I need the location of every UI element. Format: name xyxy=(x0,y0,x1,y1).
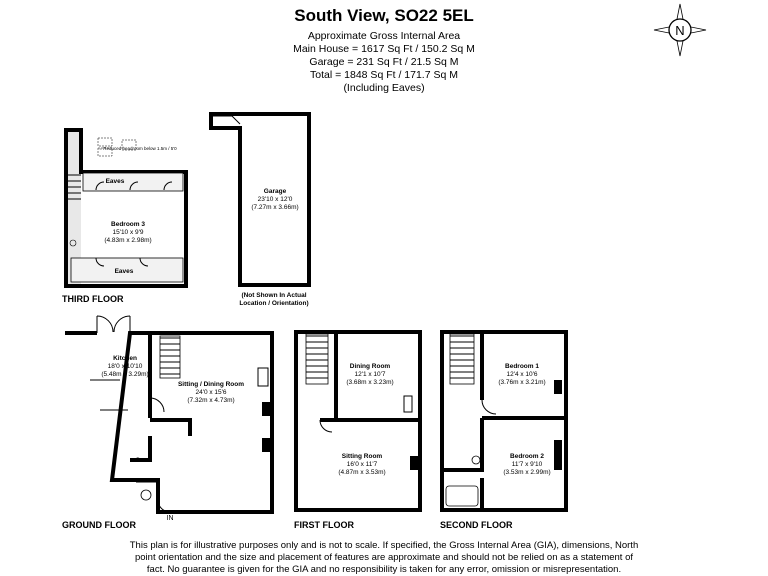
second-floor-plan xyxy=(442,332,566,510)
dining-room-imperial: 12'1 x 10'7 xyxy=(354,371,386,378)
eaves-top-label: Eaves xyxy=(105,178,125,185)
garage-note-2: Location / Orientation) xyxy=(239,300,309,307)
ground-floor-plan xyxy=(65,316,272,522)
reduced-headroom-note: = Reduced headroom below 1.5m / 5'0 xyxy=(99,146,177,151)
sitting-room-metric: (4.87m x 3.53m) xyxy=(338,469,386,476)
kitchen-name: Kitchen xyxy=(113,355,137,362)
garage-note-1: (Not Shown In Actual xyxy=(241,292,307,299)
ground-floor-label: GROUND FLOOR xyxy=(62,520,136,530)
sitting-dining-name: Sitting / Dining Room xyxy=(177,381,245,388)
bedroom1-metric: (3.76m x 3.21m) xyxy=(498,379,546,386)
sitting-dining-imperial: 24'0 x 15'6 xyxy=(195,389,227,396)
gia-main-house: Main House = 1617 Sq Ft / 150.2 Sq M xyxy=(293,43,475,55)
compass-north-label: N xyxy=(675,23,685,38)
second-floor-label: SECOND FLOOR xyxy=(440,520,513,530)
garage-plan xyxy=(211,114,309,307)
third-floor-label: THIRD FLOOR xyxy=(62,294,124,304)
bedroom2-metric: (3.53m x 2.99m) xyxy=(503,469,551,476)
kitchen-imperial: 18'0 x 10'10 xyxy=(107,363,143,370)
disclaimer-line-1: This plan is for illustrative purposes only and is not to scale. If specified, the Gross Internal Area (GIA), dimensions, North xyxy=(129,540,639,551)
garage-metric: (7.27m x 3.66m) xyxy=(251,204,299,211)
first-floor-plan xyxy=(296,332,420,510)
eaves-bottom-label: Eaves xyxy=(114,268,134,275)
entrance-label: IN xyxy=(166,515,174,522)
plan-title: South View, SO22 5EL xyxy=(294,6,474,25)
sitting-dining-metric: (7.32m x 4.73m) xyxy=(187,397,235,404)
dining-room-metric: (3.68m x 3.23m) xyxy=(346,379,394,386)
bedroom3-metric: (4.83m x 2.98m) xyxy=(104,237,152,244)
dining-room-name: Dining Room xyxy=(349,363,391,370)
gia-total: Total = 1848 Sq Ft / 171.7 Sq M xyxy=(310,69,458,81)
bedroom2-imperial: 11'7 x 9'10 xyxy=(511,461,543,468)
garage-imperial: 23'10 x 12'0 xyxy=(257,196,293,203)
disclaimer-line-2: point orientation and the size and placement of features are approximate and should not be relied on as a statement of xyxy=(134,552,634,563)
first-floor-label: FIRST FLOOR xyxy=(294,520,354,530)
sitting-room-name: Sitting Room xyxy=(341,453,383,460)
third-floor-plan xyxy=(66,130,186,286)
bedroom1-imperial: 12'4 x 10'6 xyxy=(506,371,538,378)
bedroom1-name: Bedroom 1 xyxy=(505,363,539,370)
sitting-room-imperial: 16'0 x 11'7 xyxy=(346,461,378,468)
garage-name: Garage xyxy=(263,188,287,195)
disclaimer-line-3: fact. No guarantee is given for the GIA and no responsibility is taken for any error, omission or misrepresentation. xyxy=(146,564,622,575)
oven-label: Oven xyxy=(135,457,151,464)
compass-icon xyxy=(654,4,706,56)
disclaimer xyxy=(0,540,768,576)
bedroom3-name: Bedroom 3 xyxy=(111,221,145,228)
gia-heading: Approximate Gross Internal Area xyxy=(307,30,461,42)
bedroom2-name: Bedroom 2 xyxy=(510,453,544,460)
gia-garage: Garage = 231 Sq Ft / 21.5 Sq M xyxy=(309,56,459,68)
gia-eaves-note: (Including Eaves) xyxy=(343,82,425,94)
kitchen-metric: (5.48m x 3.29m) xyxy=(101,371,149,378)
bedroom3-imperial: 15'10 x 9'9 xyxy=(112,229,144,236)
